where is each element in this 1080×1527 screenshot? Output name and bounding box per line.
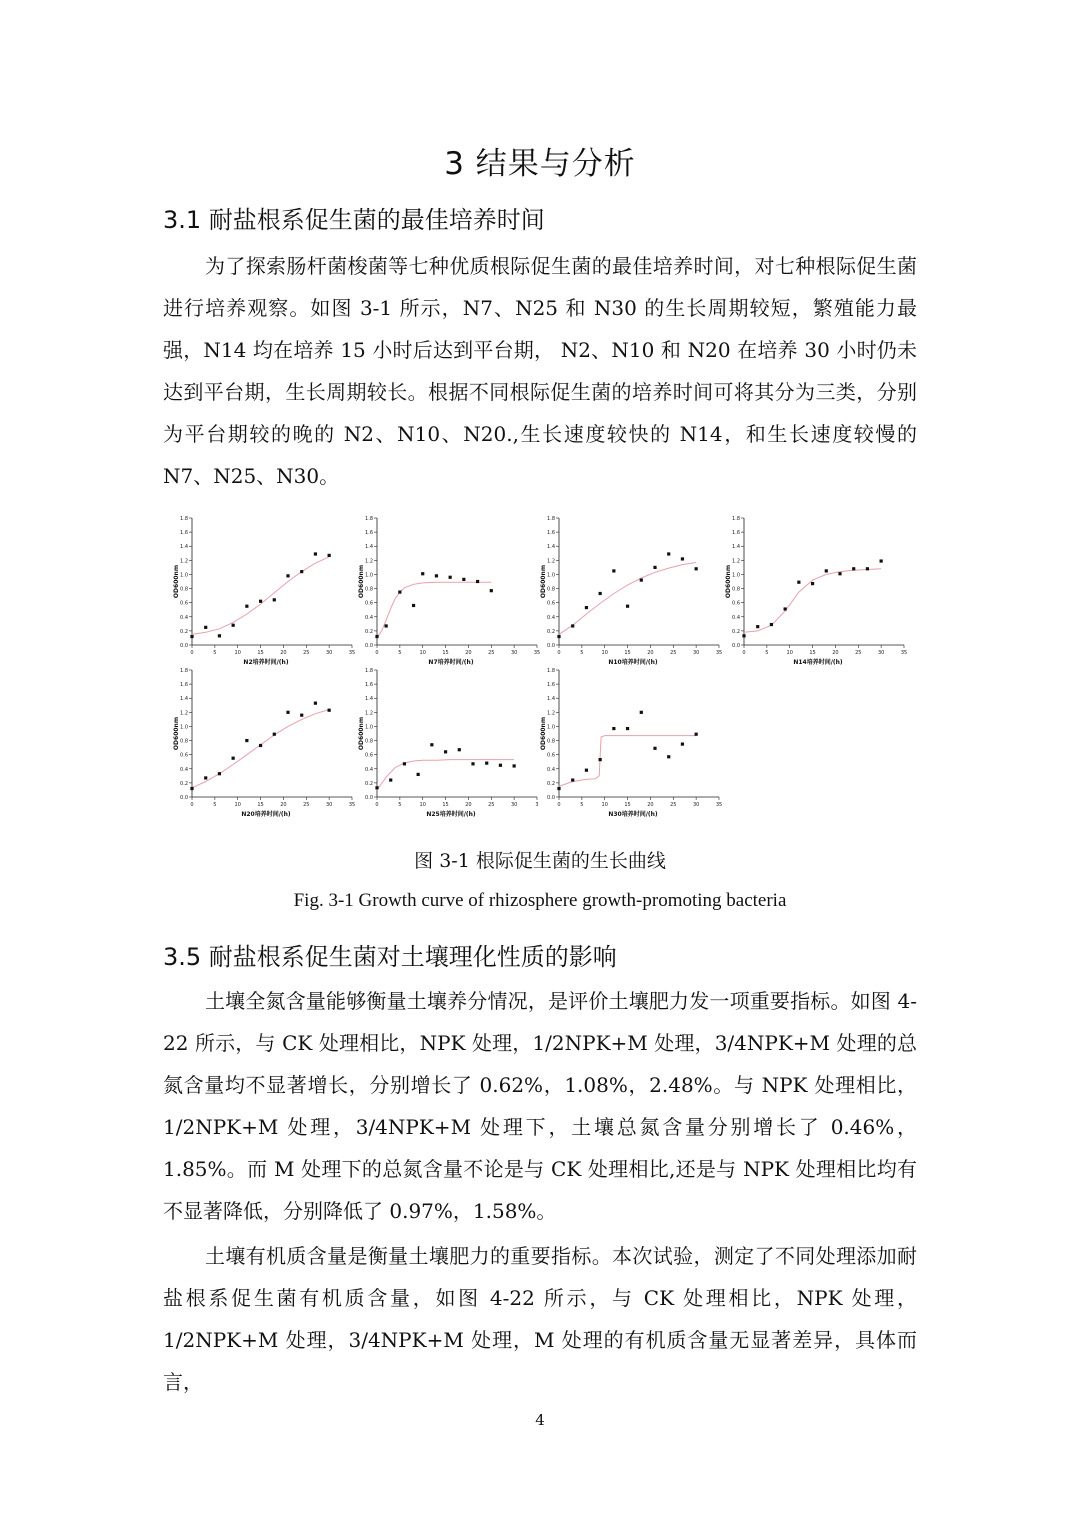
data-point (314, 552, 317, 555)
data-point (557, 635, 560, 638)
data-point (403, 762, 406, 765)
y-tick-label: 0.6 (547, 752, 555, 759)
x-tick-label: 10 (234, 650, 241, 656)
y-tick-label: 1.8 (180, 516, 188, 522)
data-point (599, 592, 602, 595)
y-tick-label: 0.6 (547, 600, 555, 607)
y-tick-label: 1.0 (180, 724, 188, 731)
y-tick-label: 1.0 (365, 572, 373, 579)
data-point (667, 552, 670, 555)
x-tick-label: 0 (557, 802, 561, 808)
y-tick-label: 0.0 (180, 643, 188, 649)
x-tick-label: 30 (510, 650, 518, 656)
y-tick-label: 0.2 (365, 780, 373, 787)
data-point (490, 589, 493, 592)
data-point (259, 744, 262, 747)
section-3-5-paragraph-1: 土壤全氮含量能够衡量土壤养分情况，是评价土壤肥力发一项重要指标。如图 4-22 所示，与 CK 处理相比，NPK 处理，1/2NPK+M 处理，3/4NPK+M 处理的总氮含量均不显著增长，分别增长了 0.62%，1.08%，2.48%。与 NPK 处理相比，1/2NPK+M 处理，3/4NPK+M 处理下，土壤总氮含量分别增长了 0.46%，1.85%。而 M 处理下的总氮含量不论是与 CK 处理相比,还是与 NPK 处理相比均有不显著降低，分别降低了 0.97%，1.58%。 (163, 989, 917, 1223)
chart-svg (537, 662, 727, 817)
data-point (245, 605, 248, 608)
data-point (444, 750, 447, 753)
y-tick-label: 0.2 (180, 780, 188, 787)
data-point (314, 702, 317, 705)
x-tick-label: 25 (670, 802, 677, 808)
data-point (300, 570, 303, 573)
data-point (640, 711, 643, 714)
x-tick-label: 20 (647, 802, 654, 808)
x-tick-label: 5 (398, 650, 402, 656)
chart-n30 (537, 662, 727, 817)
x-tick-label: 20 (832, 650, 839, 656)
x-tick-label: 5 (580, 802, 584, 808)
data-point (300, 714, 303, 717)
y-tick-label: 0.8 (180, 586, 188, 593)
data-point (204, 776, 207, 779)
data-point (667, 755, 670, 758)
data-point (640, 578, 643, 581)
chart-n10 (537, 510, 727, 665)
y-tick-label: 1.4 (732, 544, 740, 551)
data-point (838, 572, 841, 575)
data-point (626, 605, 629, 608)
y-tick-label: 0.6 (365, 600, 373, 607)
y-tick-label: 0.4 (180, 766, 188, 773)
data-point (852, 567, 855, 570)
x-tick-label: 25 (488, 802, 495, 808)
y-tick-label: 1.6 (180, 530, 188, 537)
data-point (612, 569, 615, 572)
data-point (476, 580, 479, 583)
x-tick-label: 10 (601, 650, 608, 656)
y-tick-label: 0.8 (547, 738, 555, 745)
y-tick-label: 1.2 (547, 710, 555, 717)
data-point (286, 711, 289, 714)
y-tick-label: 1.4 (180, 696, 188, 703)
chart-n25 (355, 662, 545, 817)
fit-curve (192, 710, 329, 788)
y-axis-label: OD600nm (358, 564, 365, 599)
x-tick-label: 0 (375, 650, 379, 656)
data-point (389, 778, 392, 781)
x-tick-label: 5 (398, 802, 402, 808)
data-point (825, 569, 828, 572)
x-tick-label: 20 (647, 650, 654, 656)
data-point (695, 733, 698, 736)
x-tick-label: 10 (419, 802, 426, 808)
data-point (585, 769, 588, 772)
x-tick-label: 20 (465, 650, 472, 656)
data-point (204, 626, 207, 629)
y-tick-label: 1.6 (365, 682, 373, 689)
y-tick-label: 1.0 (180, 572, 188, 579)
data-point (435, 574, 438, 577)
x-tick-label: 15 (257, 650, 264, 656)
y-tick-label: 0.8 (732, 586, 740, 593)
y-tick-label: 1.6 (547, 682, 555, 689)
x-axis-label: N30培养时间/(h) (608, 811, 658, 818)
y-tick-label: 1.2 (180, 558, 188, 565)
x-tick-label: 30 (877, 650, 885, 656)
y-tick-label: 0.8 (547, 586, 555, 593)
data-point (273, 733, 276, 736)
y-tick-label: 1.4 (547, 544, 555, 551)
x-tick-label: 0 (190, 650, 194, 656)
x-tick-label: 10 (786, 650, 793, 656)
x-tick-label: 35 (348, 650, 356, 656)
data-point (273, 598, 276, 601)
y-tick-label: 1.8 (732, 516, 740, 522)
data-point (218, 634, 221, 637)
data-point (245, 739, 248, 742)
x-tick-label: 25 (303, 802, 310, 808)
data-point (458, 748, 461, 751)
y-tick-label: 0.4 (180, 614, 188, 621)
section-3-5-title: 3.5 耐盐根系促生菌对土壤理化性质的影响 (163, 943, 617, 971)
data-point (421, 572, 424, 575)
x-tick-label: 35 (715, 650, 723, 656)
x-axis-label: N2培养时间/(h) (243, 659, 289, 666)
data-point (866, 567, 869, 570)
x-tick-label: 0 (375, 802, 379, 808)
x-tick-label: 3 (535, 802, 539, 808)
figure-caption-en: Fig. 3-1 Growth curve of rhizosphere growth-promoting bacteria (293, 890, 787, 911)
data-point (811, 582, 814, 585)
data-point (218, 772, 221, 775)
data-point (398, 590, 401, 593)
x-tick-label: 30 (325, 802, 333, 808)
x-tick-label: 15 (624, 802, 631, 808)
x-tick-label: 25 (488, 650, 495, 656)
figure-caption-cn: 图 3-1 根际促生菌的生长曲线 (414, 850, 666, 872)
x-tick-label: 5 (213, 650, 217, 656)
chart-n2 (170, 510, 360, 665)
x-tick-label: 35 (348, 802, 356, 808)
x-tick-label: 15 (257, 802, 264, 808)
data-point (499, 764, 502, 767)
chart-n7 (355, 510, 545, 665)
data-point (449, 576, 452, 579)
y-tick-label: 0.6 (365, 752, 373, 759)
chart-n14 (722, 510, 912, 665)
data-point (681, 742, 684, 745)
x-axis-label: N25培养时间/(h) (426, 811, 476, 818)
data-point (412, 604, 415, 607)
x-tick-label: 5 (580, 650, 584, 656)
x-tick-label: 20 (280, 802, 287, 808)
x-tick-label: 15 (624, 650, 631, 656)
data-point (328, 709, 331, 712)
y-tick-label: 1.4 (547, 696, 555, 703)
y-axis-label: OD600nm (540, 564, 547, 599)
x-tick-label: 10 (234, 802, 241, 808)
fit-curve (559, 563, 696, 635)
x-tick-label: 0 (742, 650, 746, 656)
data-point (190, 787, 193, 790)
y-tick-label: 1.4 (180, 544, 188, 551)
data-point (328, 554, 331, 557)
y-tick-label: 0.2 (365, 628, 373, 635)
y-tick-label: 1.0 (365, 724, 373, 731)
data-point (681, 557, 684, 560)
fit-curve (377, 760, 514, 790)
y-tick-label: 1.8 (547, 668, 555, 674)
y-tick-label: 0.4 (732, 614, 740, 621)
y-tick-label: 1.6 (365, 530, 373, 537)
data-point (756, 625, 759, 628)
x-tick-label: 25 (670, 650, 677, 656)
y-axis-label: OD600nm (173, 716, 180, 751)
chart-svg (355, 510, 545, 665)
y-tick-label: 0.0 (732, 643, 740, 649)
y-tick-label: 0.2 (180, 628, 188, 635)
x-axis-label: N20培养时间/(h) (241, 811, 291, 818)
y-tick-label: 1.2 (547, 558, 555, 565)
x-tick-label: 30 (510, 802, 518, 808)
y-axis-label: OD600nm (540, 716, 547, 751)
chart-svg (355, 662, 545, 817)
x-tick-label: 30 (692, 802, 700, 808)
data-point (485, 762, 488, 765)
data-point (417, 773, 420, 776)
x-axis-label: N7培养时间/(h) (428, 659, 474, 666)
y-tick-label: 1.4 (365, 544, 373, 551)
data-point (742, 634, 745, 637)
chart-svg (170, 662, 360, 817)
y-tick-label: 1.0 (547, 724, 555, 731)
y-tick-label: 0.8 (365, 586, 373, 593)
y-tick-label: 1.0 (732, 572, 740, 579)
y-tick-label: 0.0 (180, 795, 188, 801)
y-tick-label: 1.8 (365, 668, 373, 674)
data-point (232, 757, 235, 760)
y-tick-label: 0.0 (547, 643, 555, 649)
data-point (259, 600, 262, 603)
x-tick-label: 25 (855, 650, 862, 656)
x-tick-label: 0 (190, 802, 194, 808)
y-tick-label: 1.8 (365, 516, 373, 522)
x-tick-label: 15 (442, 650, 449, 656)
x-tick-label: 15 (809, 650, 816, 656)
y-axis-label: OD600nm (173, 564, 180, 599)
x-tick-label: 15 (442, 802, 449, 808)
data-point (653, 566, 656, 569)
x-tick-label: 5 (213, 802, 217, 808)
data-point (797, 581, 800, 584)
data-point (612, 727, 615, 730)
page-number: 4 (535, 1411, 545, 1429)
x-tick-label: 30 (325, 650, 333, 656)
fit-curve (192, 557, 329, 635)
y-tick-label: 0.4 (547, 614, 555, 621)
y-tick-label: 1.4 (365, 696, 373, 703)
data-point (430, 743, 433, 746)
x-axis-label: N10培养时间/(h) (608, 659, 658, 666)
y-tick-label: 1.2 (365, 710, 373, 717)
y-tick-label: 1.8 (180, 668, 188, 674)
chart-svg (170, 510, 360, 665)
data-point (784, 607, 787, 610)
data-point (770, 623, 773, 626)
y-tick-label: 0.2 (732, 628, 740, 635)
data-point (571, 778, 574, 781)
x-tick-label: 20 (280, 650, 287, 656)
x-tick-label: 25 (303, 650, 310, 656)
y-tick-label: 0.4 (547, 766, 555, 773)
chapter-title: 3 结果与分析 (444, 146, 636, 182)
y-tick-label: 1.2 (365, 558, 373, 565)
x-tick-label: 10 (419, 650, 426, 656)
data-point (695, 567, 698, 570)
y-tick-label: 0.8 (365, 738, 373, 745)
data-point (599, 758, 602, 761)
data-point (375, 635, 378, 638)
y-tick-label: 0.2 (547, 628, 555, 635)
chart-svg (722, 510, 912, 665)
section-3-1-paragraph: 为了探索肠杆菌梭菌等七种优质根际促生菌的最佳培养时间，对七种根际促生菌进行培养观察。如图 3-1 所示，N7、N25 和 N30 的生长周期较短，繁殖能力最强，N14 均在培养 15 小时后达到平台期， N2、N10 和 N20 在培养 30 小时仍未达到平台期，生长周期较长。根据不同根际促生菌的培养时间可将其分为三类，分别为平台期较的晚的 N2、N10、N20.,生长速度较快的 N14，和生长速度较慢的 N7、N25、N30。 (163, 254, 917, 488)
x-tick-label: 0 (557, 650, 561, 656)
section-3-5-paragraph-2: 土壤有机质含量是衡量土壤肥力的重要指标。本次试验，测定了不同处理添加耐盐根系促生菌有机质含量，如图 4-22 所示，与 CK 处理相比，NPK 处理，1/2NPK+M 处理，3/4NPK+M 处理，M 处理的有机质含量无显著差异，具体而言， (163, 1244, 917, 1394)
x-tick-label: 35 (900, 650, 908, 656)
data-point (471, 762, 474, 765)
data-point (190, 635, 193, 638)
data-point (626, 727, 629, 730)
y-axis-label: OD600nm (358, 716, 365, 751)
y-tick-label: 1.6 (180, 682, 188, 689)
chart-svg (537, 510, 727, 665)
section-3-1-title: 3.1 耐盐根系促生菌的最佳培养时间 (163, 206, 545, 234)
y-tick-label: 1.8 (547, 516, 555, 522)
x-axis-label: N14培养时间/(h) (793, 659, 843, 666)
data-point (880, 559, 883, 562)
data-point (232, 624, 235, 627)
x-tick-label: 20 (465, 802, 472, 808)
fit-curve (559, 736, 696, 787)
chart-n20 (170, 662, 360, 817)
y-tick-label: 1.6 (547, 530, 555, 537)
data-point (585, 606, 588, 609)
y-tick-label: 0.0 (365, 795, 373, 801)
x-tick-label: 30 (692, 650, 700, 656)
data-point (462, 578, 465, 581)
y-tick-label: 1.2 (732, 558, 740, 565)
y-tick-label: 0.4 (365, 614, 373, 621)
y-tick-label: 0.6 (180, 600, 188, 607)
x-tick-label: 5 (765, 650, 769, 656)
data-point (571, 624, 574, 627)
x-tick-label: 10 (601, 802, 608, 808)
data-point (385, 624, 388, 627)
data-point (286, 574, 289, 577)
fit-curve (377, 582, 491, 638)
data-point (557, 787, 560, 790)
y-tick-label: 0.0 (547, 795, 555, 801)
fit-curve (744, 569, 881, 633)
y-tick-label: 1.2 (180, 710, 188, 717)
y-tick-label: 0.6 (180, 752, 188, 759)
y-axis-label: OD600nm (725, 564, 732, 599)
y-tick-label: 0.4 (365, 766, 373, 773)
y-tick-label: 0.2 (547, 780, 555, 787)
y-tick-label: 0.0 (365, 643, 373, 649)
data-point (375, 786, 378, 789)
data-point (513, 764, 516, 767)
x-tick-label: 35 (533, 650, 541, 656)
y-tick-label: 1.6 (732, 530, 740, 537)
y-tick-label: 0.6 (732, 600, 740, 607)
y-tick-label: 1.0 (547, 572, 555, 579)
data-point (653, 747, 656, 750)
y-tick-label: 0.8 (180, 738, 188, 745)
x-tick-label: 35 (715, 802, 723, 808)
